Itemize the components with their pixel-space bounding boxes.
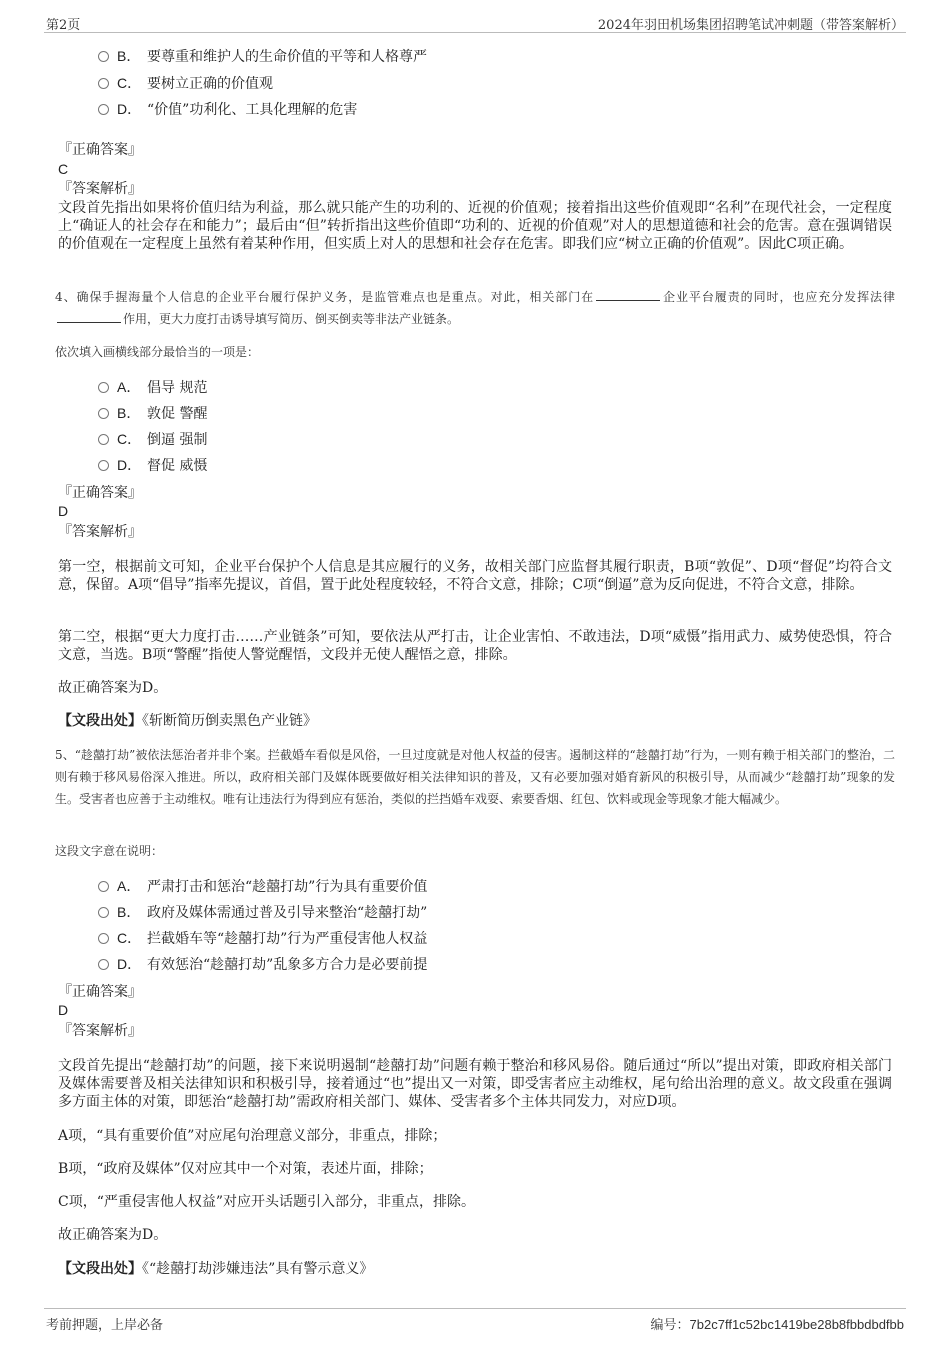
q3-answer: C [58,161,69,177]
q4-analysis-label: 『答案解析』 [58,524,142,540]
q5-analysis-a: A项，“具有重要价值”对应尾句治理意义部分，非重点，排除； [58,1128,447,1144]
q4-option-d[interactable]: D． 督促 威慑 [98,456,207,475]
document-title: 2024年羽田机场集团招聘笔试冲刺题（带答案解析） [597,18,904,33]
document-id: 编号：7b2c7ff1c52bc1419be28b8fbbdbdfbb [650,1317,904,1332]
q5-analysis-c: C项，“严重侵害他人权益”对应开头话题引入部分，非重点，排除。 [58,1194,476,1210]
q4-option-b[interactable]: B． 敦促 警醒 [98,404,207,423]
radio-icon[interactable] [98,959,109,970]
q5-option-c[interactable]: C． 拦截婚车等“趁囍打劫”行为严重侵害他人权益 [98,929,427,948]
q3-analysis-label: 『答案解析』 [58,181,142,197]
radio-icon[interactable] [98,434,109,445]
q5-option-a[interactable]: A． 严肃打击和惩治“趁囍打劫”行为具有重要价值 [98,877,427,896]
q5-answer: D [58,1002,69,1018]
fill-blank-2 [57,310,121,323]
q3-analysis: 文段首先指出如果将价值归结为利益，那么就只能产生的功利的、近视的价值观；接着指出这些价值观即“名利”在现代社会，一定程度上“确证人的社会存在和能力”；最后由“但”转折指出这些价值即“功利的、近视的价值观”对人的思想道德和社会的危害。意在强调错误的价值观在一定程度上虽然有着某种作用，但实质上对人的思想和社会存在危害。即我们应“树立正确的价值观”。因此C项正确。 [58,200,892,252]
radio-icon[interactable] [98,933,109,944]
q4-source: 【文段出处】《斩断简历倒卖黑色产业链》 [58,713,317,729]
q5-conclusion: 故正确答案为D。 [58,1227,168,1243]
q4-prompt: 依次填入画横线部分最恰当的一项是： [55,345,260,359]
radio-icon[interactable] [98,104,109,115]
page-header [44,14,906,33]
q5-option-d[interactable]: D． 有效惩治“趁囍打劫”乱象多方合力是必要前提 [98,955,427,974]
page-number: 第2页 [46,18,81,33]
q4-option-c[interactable]: C． 倒逼 强制 [98,430,207,449]
q3-option-b[interactable]: B． 要尊重和维护人的生命价值的平等和人格尊严 [98,47,427,66]
q4-analysis-p1: 第一空，根据前文可知，企业平台保护个人信息是其应履行的义务，故相关部门应监督其履行职责，B项“敦促”、D项“督促”均符合文意，保留。A项“倡导”指率先提议，首倡，置于此处程度较轻，不符合文意，排除；C项“倒逼”意为反向促进，不符合文意，排除。 [58,559,892,593]
radio-icon[interactable] [98,881,109,892]
q5-source: 【文段出处】《“趁囍打劫涉嫌违法”具有警示意义》 [58,1261,374,1277]
footer-slogan: 考前押题，上岸必备 [46,1318,164,1333]
q5-analysis-p1: 文段首先提出“趁囍打劫”的问题，接下来说明遏制“趁囍打劫”问题有赖于整治和移风易俗。随后通过“所以”提出对策，即政府相关部门及媒体需要普及相关法律知识和积极引导，接着通过“也”提出又一对策，即受害者应主动维权，尾句给出治理的意义。故文段重在强调多方面主体的对策，即惩治“趁囍打劫”需政府相关部门、媒体、受害者多个主体共同发力，对应D项。 [58,1058,892,1110]
q5-analysis-label: 『答案解析』 [58,1023,142,1039]
radio-icon[interactable] [98,460,109,471]
q5-option-b[interactable]: B． 政府及媒体需通过普及引导来整治“趁囍打劫” [98,903,427,922]
page-footer [44,1308,906,1333]
radio-icon[interactable] [98,51,109,62]
q3-answer-label: 『正确答案』 [58,142,142,158]
q3-option-d[interactable]: D． “价值”功利化、工具化理解的危害 [98,100,357,119]
q5-analysis-b: B项，“政府及媒体”仅对应其中一个对策，表述片面，排除； [58,1161,433,1177]
q5-prompt: 这段文字意在说明： [55,844,164,858]
q4-answer-label: 『正确答案』 [58,485,142,501]
q4-conclusion: 故正确答案为D。 [58,680,168,696]
q4-analysis-p2: 第二空，根据“更大力度打击……产业链条”可知，要依法从严打击，让企业害怕、不敢违法，D项“威慑”指用武力、威势使恐惧，符合文意，当选。B项“警醒”指使人警觉醒悟，文段并无使人醒悟之意，排除。 [58,629,892,663]
q3-option-c[interactable]: C． 要树立正确的价值观 [98,74,273,93]
radio-icon[interactable] [98,78,109,89]
q4-answer: D [58,503,69,519]
q4-option-a[interactable]: A． 倡导 规范 [98,378,207,397]
radio-icon[interactable] [98,382,109,393]
q4-stem: 4、确保手握海量个人信息的企业平台履行保护义务，是监管难点也是重点。对此，相关部门在 企业平台履责的同时，也应充分发挥法律作用，更大力度打击诱导填写简历、倒买倒卖等非法产业链条。 [55,290,895,326]
q5-answer-label: 『正确答案』 [58,984,142,1000]
radio-icon[interactable] [98,408,109,419]
fill-blank-1 [596,288,660,301]
q5-stem: 5、“趁囍打劫”被依法惩治者并非个案。拦截婚车看似是风俗，一旦过度就是对他人权益的侵害。遏制这样的“趁囍打劫”行为，一则有赖于相关部门的整治，二则有赖于移风易俗深入推进。所以，政府相关部门及媒体既要做好相关法律知识的普及，又有必要加强对婚育新风的积极引导，从而减少“趁囍打劫”现象的发生。受害者也应善于主动维权。唯有让违法行为得到应有惩治，类似的拦挡婚车戏耍、索要香烟、红包、饮料或现金等现象才能大幅减少。 [55,748,895,806]
radio-icon[interactable] [98,907,109,918]
